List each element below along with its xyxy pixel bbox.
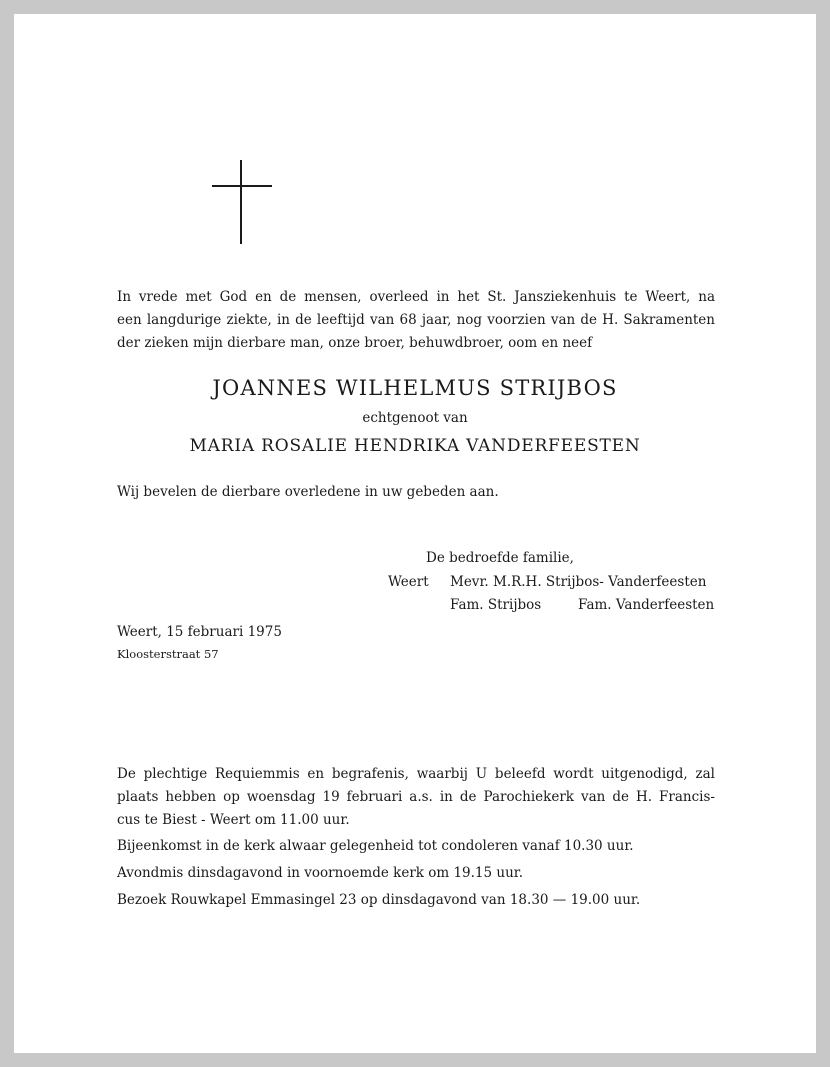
visit-line: Bezoek Rouwkapel Emmasingel 23 op dinsdagavond van 18.30 — 19.00 uur. [117, 892, 641, 908]
spouse-name: MARIA ROSALIE HENDRIKA VANDERFEESTEN [189, 436, 641, 456]
intro-line-2: een langdurige ziekte, in de leeftijd van 68 jaar, nog voorzien van de H. Sakramenten [117, 312, 715, 328]
service-line-1: De plechtige Requiemmis en begrafenis, waarbij U beleefd wordt uitgenodigd, zal [117, 766, 715, 782]
family-strijbos: Fam. Strijbos [450, 597, 542, 613]
service-line-3: cus te Biest - Weert om 11.00 uur. [117, 812, 350, 828]
intro-line-3: der zieken mijn dierbare man, onze broer, behuwdbroer, oom en neef [117, 335, 593, 351]
evening-mass-line: Avondmis dinsdagavond in voornoemde kerk om 19.15 uur. [117, 865, 524, 881]
family-widow: Mevr. M.R.H. Strijbos- Vanderfeesten [450, 574, 707, 590]
family-heading: De bedroefde familie, [426, 550, 574, 566]
prayer-line: Wij bevelen de dierbare overledene in uw gebeden aan. [117, 484, 499, 500]
cross-icon [212, 160, 274, 246]
spouse-of-label: echtgenoot van [362, 410, 468, 426]
intro-line-1: In vrede met God en de mensen, overleed in het St. Jansziekenhuis te Weert, na [117, 289, 715, 305]
deceased-name: JOANNES WILHELMUS STRIJBOS [212, 376, 618, 400]
service-line-2: plaats hebben op woensdag 19 februari a.s. in de Parochiekerk van de H. Francis- [117, 789, 715, 805]
family-vanderfeesten: Fam. Vanderfeesten [578, 597, 715, 613]
date-place: Weert, 15 februari 1975 [117, 624, 282, 640]
gathering-line: Bijeenkomst in de kerk alwaar gelegenheid tot condoleren vanaf 10.30 uur. [117, 838, 634, 854]
address: Kloosterstraat 57 [117, 647, 219, 661]
family-place: Weert [388, 574, 429, 590]
